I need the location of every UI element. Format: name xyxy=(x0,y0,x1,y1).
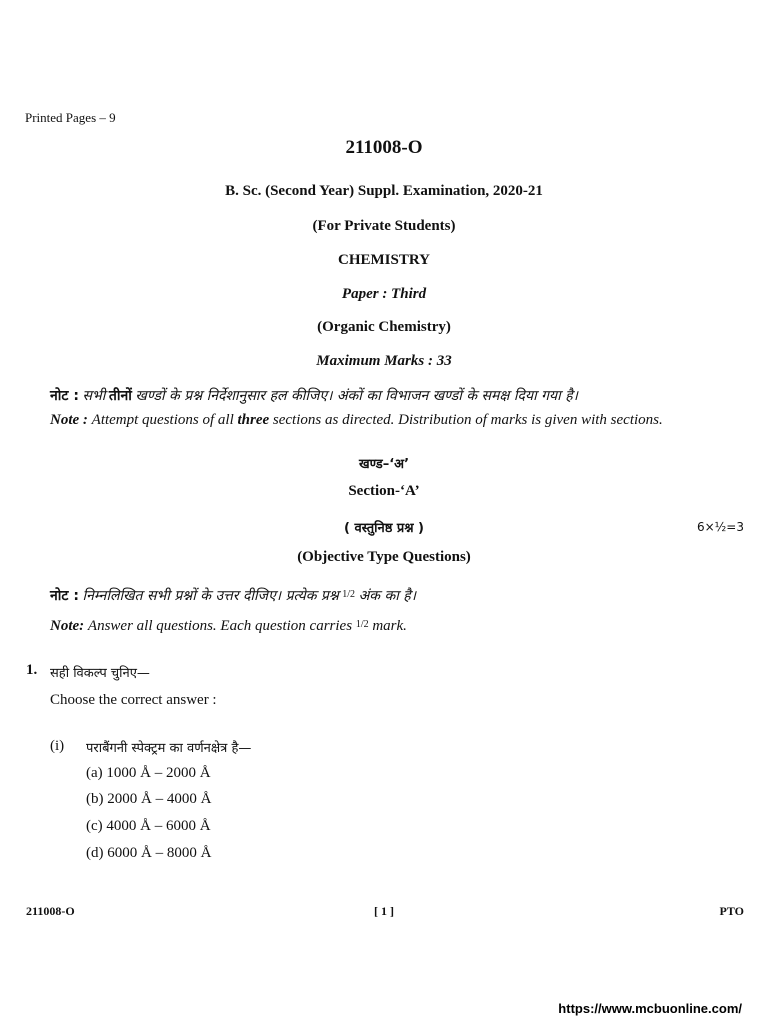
sub-question-text: पराबैंगनी स्पेक्ट्रम का वर्णनक्षेत्र है— xyxy=(86,741,252,756)
note-emphasis: तीनों xyxy=(108,388,132,404)
paper-code: 211008-O xyxy=(345,137,423,158)
note-text: अंक का है। xyxy=(358,588,417,604)
option-label: (a) xyxy=(86,765,103,781)
option-text: 1000 Å – 2000 Å xyxy=(106,765,211,781)
for-students: (For Private Students) xyxy=(312,218,456,234)
question-number: 1. xyxy=(26,662,38,678)
page-number: [ 1 ] xyxy=(374,904,394,918)
half-fraction: 1/2 xyxy=(342,589,356,600)
option-text: 4000 Å – 6000 Å xyxy=(106,818,211,834)
subject: CHEMISTRY xyxy=(338,252,430,268)
note-text: निम्नलिखित सभी प्रश्नों के उत्तर दीजिए। प्रत्येक प्रश्न xyxy=(82,588,339,604)
option-text: 2000 Å – 4000 Å xyxy=(107,791,212,807)
section-heading-english: Section-‘A’ xyxy=(348,483,420,499)
exam-title: B. Sc. (Second Year) Suppl. Examination, 2020-21 xyxy=(225,183,543,199)
note-label: नोट : xyxy=(50,388,79,404)
note-label: Note: xyxy=(50,618,85,634)
printed-pages: Printed Pages – 9 xyxy=(25,110,116,125)
note-text: sections as directed. Distribution of marks is given with sections. xyxy=(272,412,663,428)
note-text: mark. xyxy=(372,618,407,634)
note-text: सभी xyxy=(82,388,106,404)
general-note-hindi xyxy=(50,386,578,405)
section-note-hindi xyxy=(50,586,416,605)
footer-code: 211008-O xyxy=(26,904,75,918)
section-type-hindi: ( वस्तुनिष्ठ प्रश्न ) xyxy=(344,521,424,536)
sub-question-label: (i) xyxy=(50,738,65,754)
note-text: खण्डों के प्रश्न निर्देशानुसार हल कीजिए। अंकों का विभाजन खण्डों के समक्ष दिया गया है। xyxy=(135,388,578,404)
question-instruction-hindi: सही विकल्प चुनिए— xyxy=(50,666,150,681)
max-marks: Maximum Marks : 33 xyxy=(316,353,452,369)
option-d[interactable] xyxy=(86,845,211,862)
option-label: (b) xyxy=(86,791,104,807)
section-marks: 6×½=3 xyxy=(696,520,744,534)
option-b[interactable] xyxy=(86,791,211,808)
option-label: (c) xyxy=(86,818,103,834)
option-label: (d) xyxy=(86,845,104,861)
half-fraction: 1/2 xyxy=(355,619,369,630)
section-heading-hindi: खण्ड–‘अ’ xyxy=(358,457,410,472)
section-note-english xyxy=(50,618,407,635)
general-note-english xyxy=(50,412,663,429)
note-label: Note : xyxy=(50,412,88,428)
branch: (Organic Chemistry) xyxy=(317,319,451,335)
option-text: 6000 Å – 8000 Å xyxy=(107,845,212,861)
option-a[interactable] xyxy=(86,765,211,782)
question-instruction-english: Choose the correct answer : xyxy=(50,692,217,708)
pto-label: PTO xyxy=(719,904,744,918)
note-emphasis: three xyxy=(237,412,270,428)
source-url-link[interactable]: https://www.mcbuonline.com/ xyxy=(558,1001,742,1016)
paper: Paper : Third xyxy=(341,286,427,302)
section-type-english: (Objective Type Questions) xyxy=(297,549,471,565)
note-text: Attempt questions of all xyxy=(91,412,234,428)
option-c[interactable] xyxy=(86,818,211,835)
note-label: नोट : xyxy=(50,588,79,604)
note-text: Answer all questions. Each question carries xyxy=(87,618,353,634)
